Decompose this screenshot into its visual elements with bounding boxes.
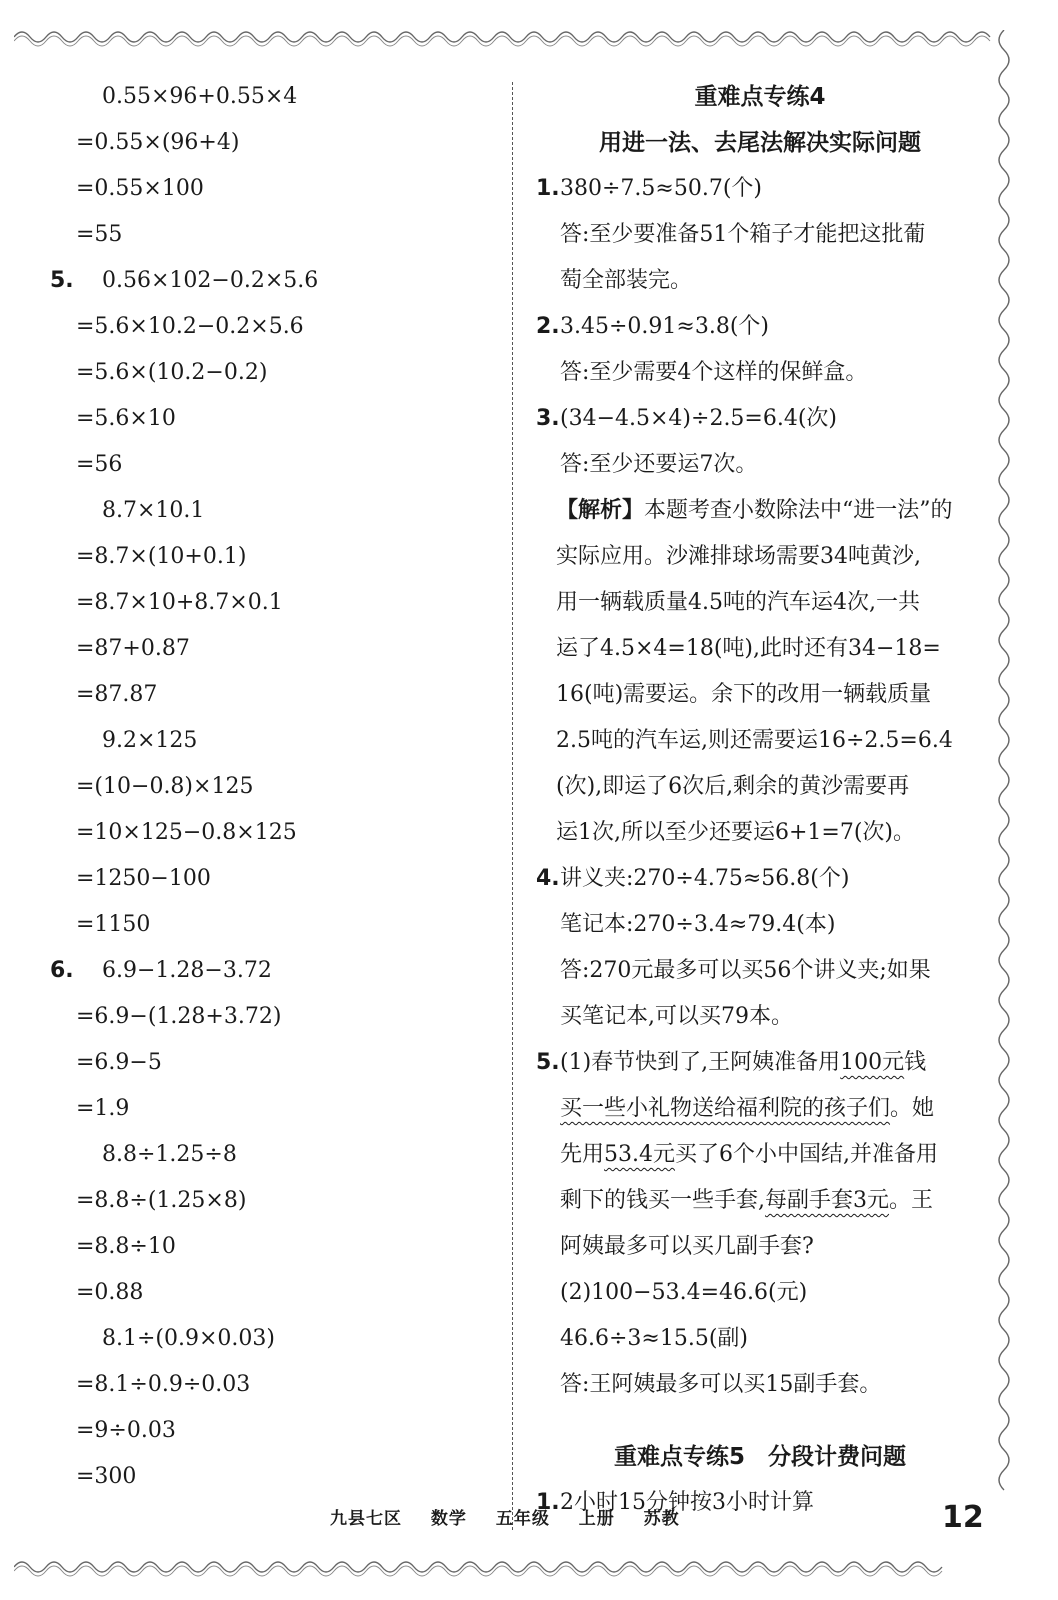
- analysis-text: 2.5吨的汽车运,则还需要运16÷2.5=6.4: [556, 728, 953, 753]
- column-divider: [512, 82, 513, 1530]
- question-number: 5.: [536, 1050, 560, 1075]
- analysis-line: [530, 810, 990, 856]
- calc-line: [50, 396, 480, 442]
- underlined-text: 买一些小礼物送给福利院的孩子们: [560, 1096, 891, 1121]
- analysis-text: (次),即运了6次后,剩余的黄沙需要再: [556, 774, 910, 799]
- calc-line: [50, 1408, 480, 1454]
- answer-text: 2小时15分钟按3小时计算: [560, 1490, 814, 1515]
- calc-line: [50, 1362, 480, 1408]
- question-number: 5.: [50, 268, 74, 293]
- page-footer: [0, 1500, 1058, 1536]
- calc-line: [50, 672, 480, 718]
- text-line: 答:王阿姨最多可以买15副手套。: [560, 1372, 882, 1397]
- answer-line: [530, 948, 990, 994]
- calc-text: =1.9: [76, 1096, 130, 1121]
- text-span: 剩下的钱买一些手套,: [560, 1188, 765, 1213]
- text-span: 。她: [890, 1096, 935, 1121]
- calc-text: =8.8÷(1.25×8): [76, 1188, 247, 1213]
- section-subheading-4: 用进一法、去尾法解决实际问题: [599, 130, 921, 156]
- calc-line: [50, 994, 480, 1040]
- calc-text: =10×125−0.8×125: [76, 820, 297, 845]
- answer-line: [530, 442, 990, 488]
- calc-line: [50, 534, 480, 580]
- text-line: 阿姨最多可以买几副手套?: [560, 1234, 814, 1259]
- calc-text: =300: [76, 1464, 137, 1489]
- text-span: 钱: [904, 1050, 927, 1075]
- answers-1-3: [530, 166, 990, 488]
- calc-text: =87+0.87: [76, 636, 190, 661]
- calc-text: 8.7×10.1: [102, 498, 205, 523]
- calc-text: =5.6×10: [76, 406, 176, 431]
- answer-line: [530, 396, 990, 442]
- analysis-text: 运了4.5×4=18(吨),此时还有34−18=: [556, 636, 941, 661]
- calc-text: 8.1÷(0.9×0.03): [102, 1326, 275, 1351]
- analysis-text: 本题考查小数除法中“进一法”的: [644, 498, 953, 523]
- calc-text: =8.7×10+8.7×0.1: [76, 590, 283, 615]
- question-number: 4.: [536, 866, 560, 891]
- page-number: 12: [942, 1500, 984, 1535]
- calc-line: [50, 212, 480, 258]
- calc-line: [50, 810, 480, 856]
- analysis-text: 运1次,所以至少还要运6+1=7(次)。: [556, 820, 916, 845]
- calc-line: [50, 304, 480, 350]
- calc-text: =0.88: [76, 1280, 144, 1305]
- underlined-text: 100元: [840, 1050, 905, 1075]
- calc-text: =5.6×10.2−0.2×5.6: [76, 314, 304, 339]
- text-line: (2)100−53.4=46.6(元): [560, 1280, 808, 1305]
- calc-line: [50, 1270, 480, 1316]
- calc-line: [50, 856, 480, 902]
- question-number: 6.: [50, 958, 74, 983]
- answer-line: [530, 258, 990, 304]
- calc-text: 0.55×96+0.55×4: [102, 84, 298, 109]
- footer-book-info: 九县七区 数学 五年级 上册 苏教: [330, 1509, 680, 1529]
- answer-line: [530, 166, 990, 212]
- underlined-text: 每副手套3元: [765, 1188, 889, 1213]
- analysis-line: [530, 718, 990, 764]
- calc-text: =8.8÷10: [76, 1234, 176, 1259]
- answer-5: [530, 1040, 990, 1408]
- analysis-text: 实际应用。沙滩排球场需要34吨黄沙,: [556, 544, 921, 569]
- calc-text: 9.2×125: [102, 728, 198, 753]
- calc-text: =0.55×100: [76, 176, 204, 201]
- calc-line: [50, 718, 480, 764]
- text-span: 先用: [560, 1142, 605, 1167]
- analysis-line: [530, 764, 990, 810]
- answer-text: 380÷7.5≈50.7(个): [560, 176, 762, 201]
- analysis-line: [530, 580, 990, 626]
- calc-text: =5.6×(10.2−0.2): [76, 360, 268, 385]
- answer-text: 答:至少还要运7次。: [560, 452, 758, 477]
- question-number: 3.: [536, 406, 560, 431]
- section-heading-4: 重难点专练4: [694, 84, 826, 110]
- calc-text: =8.1÷0.9÷0.03: [76, 1372, 251, 1397]
- calc-line: [50, 488, 480, 534]
- question-number: 2.: [536, 314, 560, 339]
- wavy-border-right: [992, 30, 1016, 1520]
- calc-line: [50, 1224, 480, 1270]
- calc-line: [50, 580, 480, 626]
- calc-line: [50, 166, 480, 212]
- question-number: 1.: [536, 176, 560, 201]
- answer-line: [530, 212, 990, 258]
- analysis-body: [530, 534, 990, 856]
- answer-line: [530, 856, 990, 902]
- calc-text: =87.87: [76, 682, 158, 707]
- answer-text: 答:至少需要4个这样的保鲜盒。: [560, 360, 868, 385]
- calc-line: [50, 1132, 480, 1178]
- answer-text: 萄全部装完。: [560, 268, 693, 293]
- answer-4: [530, 856, 990, 1040]
- calc-text: =8.7×(10+0.1): [76, 544, 247, 569]
- analysis-line: [530, 488, 990, 534]
- text-span: 。王: [889, 1188, 934, 1213]
- calc-text: =56: [76, 452, 123, 477]
- left-column: [50, 74, 480, 1500]
- wavy-border-bottom: [14, 1556, 994, 1578]
- calc-line: [50, 258, 480, 304]
- calc-line: [50, 626, 480, 672]
- calc-line: [50, 902, 480, 948]
- section-heading-5: 重难点专练5 分段计费问题: [613, 1444, 906, 1470]
- answer-text: 买笔记本,可以买79本。: [560, 1004, 793, 1029]
- calc-line: [50, 350, 480, 396]
- analysis-line: [530, 672, 990, 718]
- analysis-line: [530, 534, 990, 580]
- answer-text: 答:至少要准备51个箱子才能把这批葡: [560, 222, 926, 247]
- calc-text: =55: [76, 222, 123, 247]
- underlined-text: 53.4元: [604, 1142, 676, 1167]
- answer-text: 3.45÷0.91≈3.8(个): [560, 314, 769, 339]
- calc-line: [50, 764, 480, 810]
- calc-text: 0.56×102−0.2×5.6: [102, 268, 319, 293]
- calc-text: =6.9−5: [76, 1050, 162, 1075]
- calc-line: [50, 1086, 480, 1132]
- calc-line: [50, 120, 480, 166]
- analysis-tag: 【解析】: [556, 498, 645, 523]
- calc-text: =(10−0.8)×125: [76, 774, 254, 799]
- answer-text: 答:270元最多可以买56个讲义夹;如果: [560, 958, 931, 983]
- wavy-border-top: [14, 26, 994, 48]
- calc-text: 6.9−1.28−3.72: [102, 958, 272, 983]
- analysis-line: [530, 626, 990, 672]
- answer-line: [530, 994, 990, 1040]
- answer-text: 讲义夹:270÷4.75≈56.8(个): [560, 866, 850, 891]
- analysis-text: 用一辆载质量4.5吨的汽车运4次,一共: [556, 590, 920, 615]
- calc-text: =9÷0.03: [76, 1418, 176, 1443]
- answer-line: [530, 902, 990, 948]
- text-line: 46.6÷3≈15.5(副): [560, 1326, 748, 1351]
- answer-text: (34−4.5×4)÷2.5=6.4(次): [560, 406, 838, 431]
- calc-line: [50, 74, 480, 120]
- right-column: [530, 74, 990, 1526]
- answer-text: 笔记本:270÷3.4≈79.4(本): [560, 912, 836, 937]
- answer-line: [530, 350, 990, 396]
- calc-line: [50, 948, 480, 994]
- calc-line: [50, 442, 480, 488]
- text-span: 买了6个小中国结,并准备用: [675, 1142, 939, 1167]
- calc-text: =1250−100: [76, 866, 211, 891]
- calc-line: [50, 1178, 480, 1224]
- analysis-text: 16(吨)需要运。余下的改用一辆载质量: [556, 682, 932, 707]
- calc-text: =0.55×(96+4): [76, 130, 240, 155]
- calc-text: =1150: [76, 912, 151, 937]
- question-number: 1.: [536, 1490, 560, 1515]
- answer-line: [530, 304, 990, 350]
- calc-text: =6.9−(1.28+3.72): [76, 1004, 282, 1029]
- calc-text: 8.8÷1.25÷8: [102, 1142, 237, 1167]
- calc-line: [50, 1454, 480, 1500]
- calc-line: [50, 1316, 480, 1362]
- calc-line: [50, 1040, 480, 1086]
- text-span: (1)春节快到了,王阿姨准备用: [560, 1050, 841, 1075]
